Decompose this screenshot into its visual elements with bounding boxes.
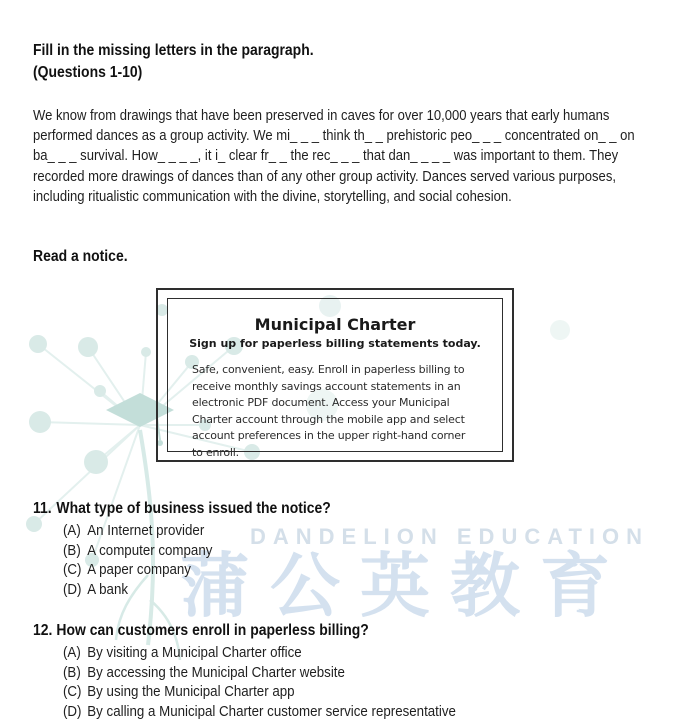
- option-letter: (B): [63, 664, 81, 681]
- passage-line: We know from drawings that have been preserved in caves for over 10,000 years that early humans: [33, 108, 610, 124]
- watermark-text-en: DANDELION EDUCATION: [250, 524, 650, 549]
- option-letter: (A): [63, 523, 81, 539]
- option-text: By accessing the Municipal Charter website: [87, 664, 345, 681]
- notice-inner-box: [167, 298, 503, 459]
- question-header: [33, 499, 331, 519]
- option-text: By using the Municipal Charter app: [87, 684, 295, 701]
- notice-body: Safe, convenient, easy. Enroll in paperless billing to receive monthly savings account statements in an electronic PDF document. Access your Municipal Charter account through the mobile app and select account preferences in the upper right-hand corner to enroll.: [192, 363, 466, 459]
- question-text: How can customers enroll in paperless billing?: [56, 622, 369, 639]
- instructions-block: [33, 40, 345, 84]
- option-letter: (B): [63, 542, 81, 559]
- option-letter: (C): [63, 562, 82, 579]
- instruction-subheading: (Questions 1-10): [33, 64, 143, 81]
- option-text: A bank: [87, 582, 129, 599]
- notice-title: Municipal Charter: [254, 315, 416, 334]
- question-11: [33, 499, 364, 601]
- passage-line: ba_ _ _ survival. How_ _ _ _, it i_ clear fr_ _ the rec_ _ _ that dan_ _ _ _ was important to them. They: [33, 148, 619, 165]
- question-number: 11.: [33, 500, 52, 517]
- option-row: [63, 703, 456, 719]
- option-row: [63, 644, 456, 664]
- option-row: [63, 664, 456, 684]
- options-list: [33, 522, 364, 601]
- watermark-text-cn: 蒲公英教育: [180, 545, 630, 627]
- passage: [33, 106, 673, 207]
- option-row: [63, 542, 334, 562]
- option-text: An Internet provider: [87, 523, 205, 539]
- options-list: [33, 644, 500, 719]
- option-row: [63, 581, 334, 601]
- question-number: 12.: [33, 622, 53, 639]
- option-row: [63, 522, 334, 542]
- option-letter: (A): [63, 645, 81, 661]
- instruction-heading: Fill in the missing letters in the paragraph.: [33, 42, 314, 59]
- notice-subtitle: Sign up for paperless billing statements today.: [189, 337, 481, 350]
- option-text: A computer company: [87, 542, 213, 559]
- option-letter: (C): [63, 684, 82, 701]
- option-text: A paper company: [87, 562, 191, 579]
- option-text: By visiting a Municipal Charter office: [87, 645, 302, 661]
- option-row: [63, 683, 456, 703]
- question-header: [33, 621, 453, 641]
- read-notice-heading: Read a notice.: [33, 248, 128, 265]
- passage-line: including ritualistic communication with the divine, storytelling, and social cohesion.: [33, 188, 512, 205]
- passage-line: performed dances as a group activity. We mi_ _ _ think th_ _ prehistoric peo_ _ _ concentrated on_ _ on: [33, 128, 635, 145]
- notice-box: [156, 288, 514, 462]
- option-text: By calling a Municipal Charter customer service representative: [87, 704, 456, 719]
- option-row: [63, 561, 334, 581]
- passage-line: recorded more drawings of dances than of any other group activity. Dances served various purposes,: [33, 168, 616, 185]
- question-12: [33, 621, 500, 719]
- option-letter: (D): [63, 582, 82, 599]
- option-letter: (D): [63, 704, 82, 719]
- question-text: What type of business issued the notice?: [56, 500, 331, 517]
